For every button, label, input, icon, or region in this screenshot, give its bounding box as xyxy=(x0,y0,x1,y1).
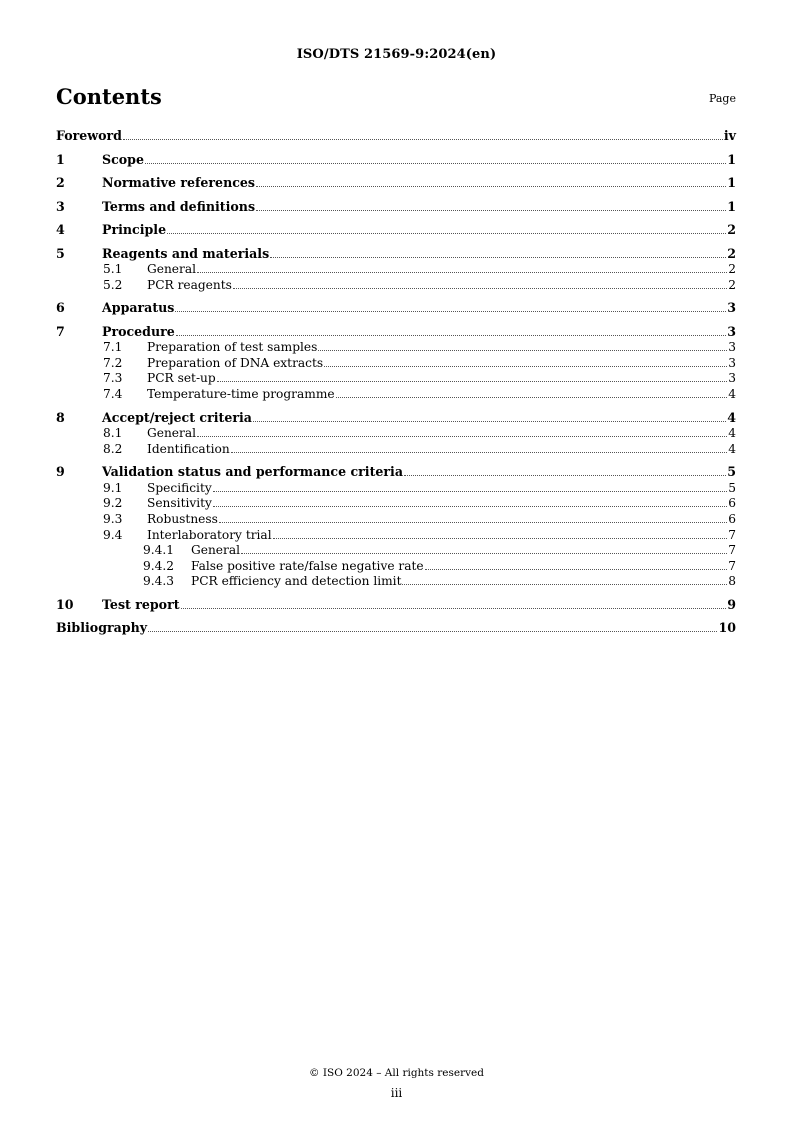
toc-entry-number: 9.2 xyxy=(103,496,123,511)
toc-entry-number: 3 xyxy=(56,198,65,214)
toc-dot-leader xyxy=(148,631,717,632)
toc-dot-leader xyxy=(197,436,727,437)
toc-entry-page: 1 xyxy=(727,151,736,167)
toc-entry-number: 7.4 xyxy=(103,386,123,401)
toc-dot-leader xyxy=(336,397,728,398)
toc-entry-page: 7 xyxy=(728,543,736,558)
toc-dot-leader xyxy=(324,366,727,367)
toc-entry-page: 4 xyxy=(728,386,736,401)
toc-entry[interactable] xyxy=(56,597,736,621)
toc-entry-title: Preparation of DNA extracts xyxy=(147,355,324,370)
toc-entry-page: 7 xyxy=(728,558,736,573)
toc-entry-title: Temperature-time programme xyxy=(147,386,335,401)
toc-dot-leader xyxy=(213,491,728,492)
toc-entry-number: 9.4.1 xyxy=(143,543,175,558)
toc-entry[interactable] xyxy=(56,512,736,528)
toc-entry-number: 9 xyxy=(56,464,65,480)
toc-entry-number: 9.1 xyxy=(103,480,123,495)
toc-dot-leader xyxy=(425,569,728,570)
toc-entry-page: 6 xyxy=(728,496,736,511)
toc-entry-title: Specificity xyxy=(147,480,212,495)
toc-entry-page: 7 xyxy=(728,527,736,542)
toc-entry-title: Bibliography xyxy=(56,620,148,636)
toc-entry[interactable] xyxy=(56,175,736,199)
toc-entry[interactable] xyxy=(56,481,736,497)
toc-entry-number: 7.1 xyxy=(103,340,123,355)
toc-entry-number: 5.2 xyxy=(103,277,123,292)
toc-dot-leader xyxy=(241,553,727,554)
toc-dot-leader xyxy=(217,381,728,382)
toc-entry-page: 4 xyxy=(728,441,736,456)
toc-entry-page: 4 xyxy=(728,426,736,441)
toc-dot-leader xyxy=(318,350,727,351)
toc-entry-page: 5 xyxy=(727,464,736,480)
toc-dot-leader xyxy=(167,233,726,234)
toc-entry-title: PCR efficiency and detection limit xyxy=(191,574,402,589)
toc-entry-number: 1 xyxy=(56,151,65,167)
toc-entry[interactable] xyxy=(56,426,736,442)
toc-entry-page: 3 xyxy=(728,340,736,355)
toc-entry[interactable] xyxy=(56,199,736,223)
toc-entry-title: Identification xyxy=(147,441,230,456)
toc-dot-leader xyxy=(273,538,728,539)
toc-entry-number: 8.1 xyxy=(103,426,123,441)
toc-entry-page: 2 xyxy=(728,277,736,292)
toc-entry-title: Accept/reject criteria xyxy=(102,409,252,425)
toc-entry-page: 9 xyxy=(727,596,736,612)
toc-entry[interactable] xyxy=(56,528,736,544)
toc-entry[interactable] xyxy=(56,128,736,152)
toc-entry[interactable] xyxy=(56,371,736,387)
toc-entry-title: Reagents and materials xyxy=(102,245,270,261)
toc-entry-title: Scope xyxy=(102,151,144,167)
toc-dot-leader xyxy=(123,139,723,140)
toc-entry-title: Apparatus xyxy=(102,300,175,316)
document-id-header: ISO/DTS 21569-9:2024(en) xyxy=(296,47,497,62)
toc-entry-number: 5.1 xyxy=(103,262,123,276)
toc-entry[interactable] xyxy=(56,620,736,644)
toc-entry-page: 5 xyxy=(728,480,736,495)
toc-entry-title: Robustness xyxy=(147,511,218,526)
toc-entry[interactable] xyxy=(56,300,736,324)
toc-entry-number: 9.4.2 xyxy=(143,558,175,573)
toc-entry-number: 2 xyxy=(56,175,65,190)
toc-dot-leader xyxy=(404,475,726,476)
toc-entry-number: 7.2 xyxy=(103,355,123,370)
toc-dot-leader xyxy=(213,506,727,507)
toc-entry-page: 2 xyxy=(727,245,736,261)
toc-dot-leader xyxy=(233,288,727,289)
toc-entry-page: 1 xyxy=(727,175,736,190)
toc-entry-title: Terms and definitions xyxy=(102,198,256,214)
toc-entry-title: Preparation of test samples xyxy=(147,340,318,355)
toc-entry-title: Interlaboratory trial xyxy=(147,527,272,542)
toc-entry-number: 10 xyxy=(56,596,74,612)
toc-dot-leader xyxy=(175,311,726,312)
toc-entry-page: 1 xyxy=(727,198,736,214)
toc-entry-number: 8 xyxy=(56,409,65,425)
toc-entry[interactable] xyxy=(56,543,736,559)
toc-dot-leader xyxy=(253,421,726,422)
toc-entry-number: 7 xyxy=(56,323,65,339)
toc-entry-page: 4 xyxy=(727,409,736,425)
toc-entry-title: General xyxy=(191,543,240,558)
toc-entry[interactable] xyxy=(56,496,736,512)
toc-dot-leader xyxy=(270,257,726,258)
toc-entry-title: General xyxy=(147,262,196,276)
page-number: iii xyxy=(390,1086,403,1100)
toc-entry-page: 2 xyxy=(728,262,736,276)
toc-entry-number: 9.4.3 xyxy=(143,574,175,589)
toc-entry-page: 8 xyxy=(728,574,736,589)
toc-entry-title: Test report xyxy=(102,596,180,612)
toc-entry[interactable] xyxy=(56,262,736,278)
toc-entry-number: 8.2 xyxy=(103,441,123,456)
toc-dot-leader xyxy=(145,163,726,164)
toc-entry[interactable] xyxy=(56,278,736,294)
toc-entry-title: Normative references xyxy=(102,175,256,190)
toc-entry-title: Foreword xyxy=(56,128,122,143)
contents-title: Contents xyxy=(56,84,162,109)
toc-entry-title: PCR set-up xyxy=(147,371,216,386)
toc-entry[interactable] xyxy=(56,152,736,176)
toc-entry-number: 6 xyxy=(56,300,65,316)
toc-entry-title: Principle xyxy=(102,222,167,237)
toc-entry[interactable] xyxy=(56,442,736,458)
toc-entry-number: 9.4 xyxy=(103,527,123,542)
toc-entry-page: iv xyxy=(723,128,736,143)
toc-entry-page: 3 xyxy=(727,323,736,339)
toc-dot-leader xyxy=(231,452,728,453)
table-of-contents xyxy=(56,128,736,644)
toc-entry-page: 3 xyxy=(728,355,736,370)
page-column-label: Page xyxy=(708,92,736,105)
toc-entry-title: False positive rate/false negative rate xyxy=(191,558,424,573)
toc-entry-page: 3 xyxy=(727,300,736,316)
toc-entry-title: Validation status and performance criteria xyxy=(102,464,403,480)
toc-dot-leader xyxy=(181,608,727,609)
toc-entry[interactable] xyxy=(56,387,736,403)
toc-entry[interactable] xyxy=(56,574,736,590)
toc-entry-title: Sensitivity xyxy=(147,496,212,511)
toc-dot-leader xyxy=(219,522,727,523)
toc-dot-leader xyxy=(402,584,727,585)
toc-entry-number: 9.3 xyxy=(103,511,123,526)
toc-entry-number: 5 xyxy=(56,245,65,261)
toc-entry[interactable] xyxy=(56,340,736,356)
toc-entry-page: 6 xyxy=(728,511,736,526)
toc-entry-title: Procedure xyxy=(102,323,175,339)
toc-entry-title: PCR reagents xyxy=(147,277,232,292)
toc-entry[interactable] xyxy=(56,356,736,372)
toc-entry-number: 4 xyxy=(56,222,65,237)
toc-entry-page: 3 xyxy=(728,371,736,386)
toc-entry-page: 10 xyxy=(718,620,736,636)
toc-entry-number: 7.3 xyxy=(103,371,123,386)
toc-entry-page: 2 xyxy=(727,222,736,237)
toc-entry-title: General xyxy=(147,426,196,441)
toc-dot-leader xyxy=(176,335,726,336)
toc-dot-leader xyxy=(197,272,727,273)
copyright-footer: © ISO 2024 – All rights reserved xyxy=(309,1067,484,1079)
toc-entry[interactable] xyxy=(56,559,736,575)
toc-entry[interactable] xyxy=(56,222,736,246)
toc-dot-leader xyxy=(256,186,726,187)
toc-dot-leader xyxy=(256,210,726,211)
